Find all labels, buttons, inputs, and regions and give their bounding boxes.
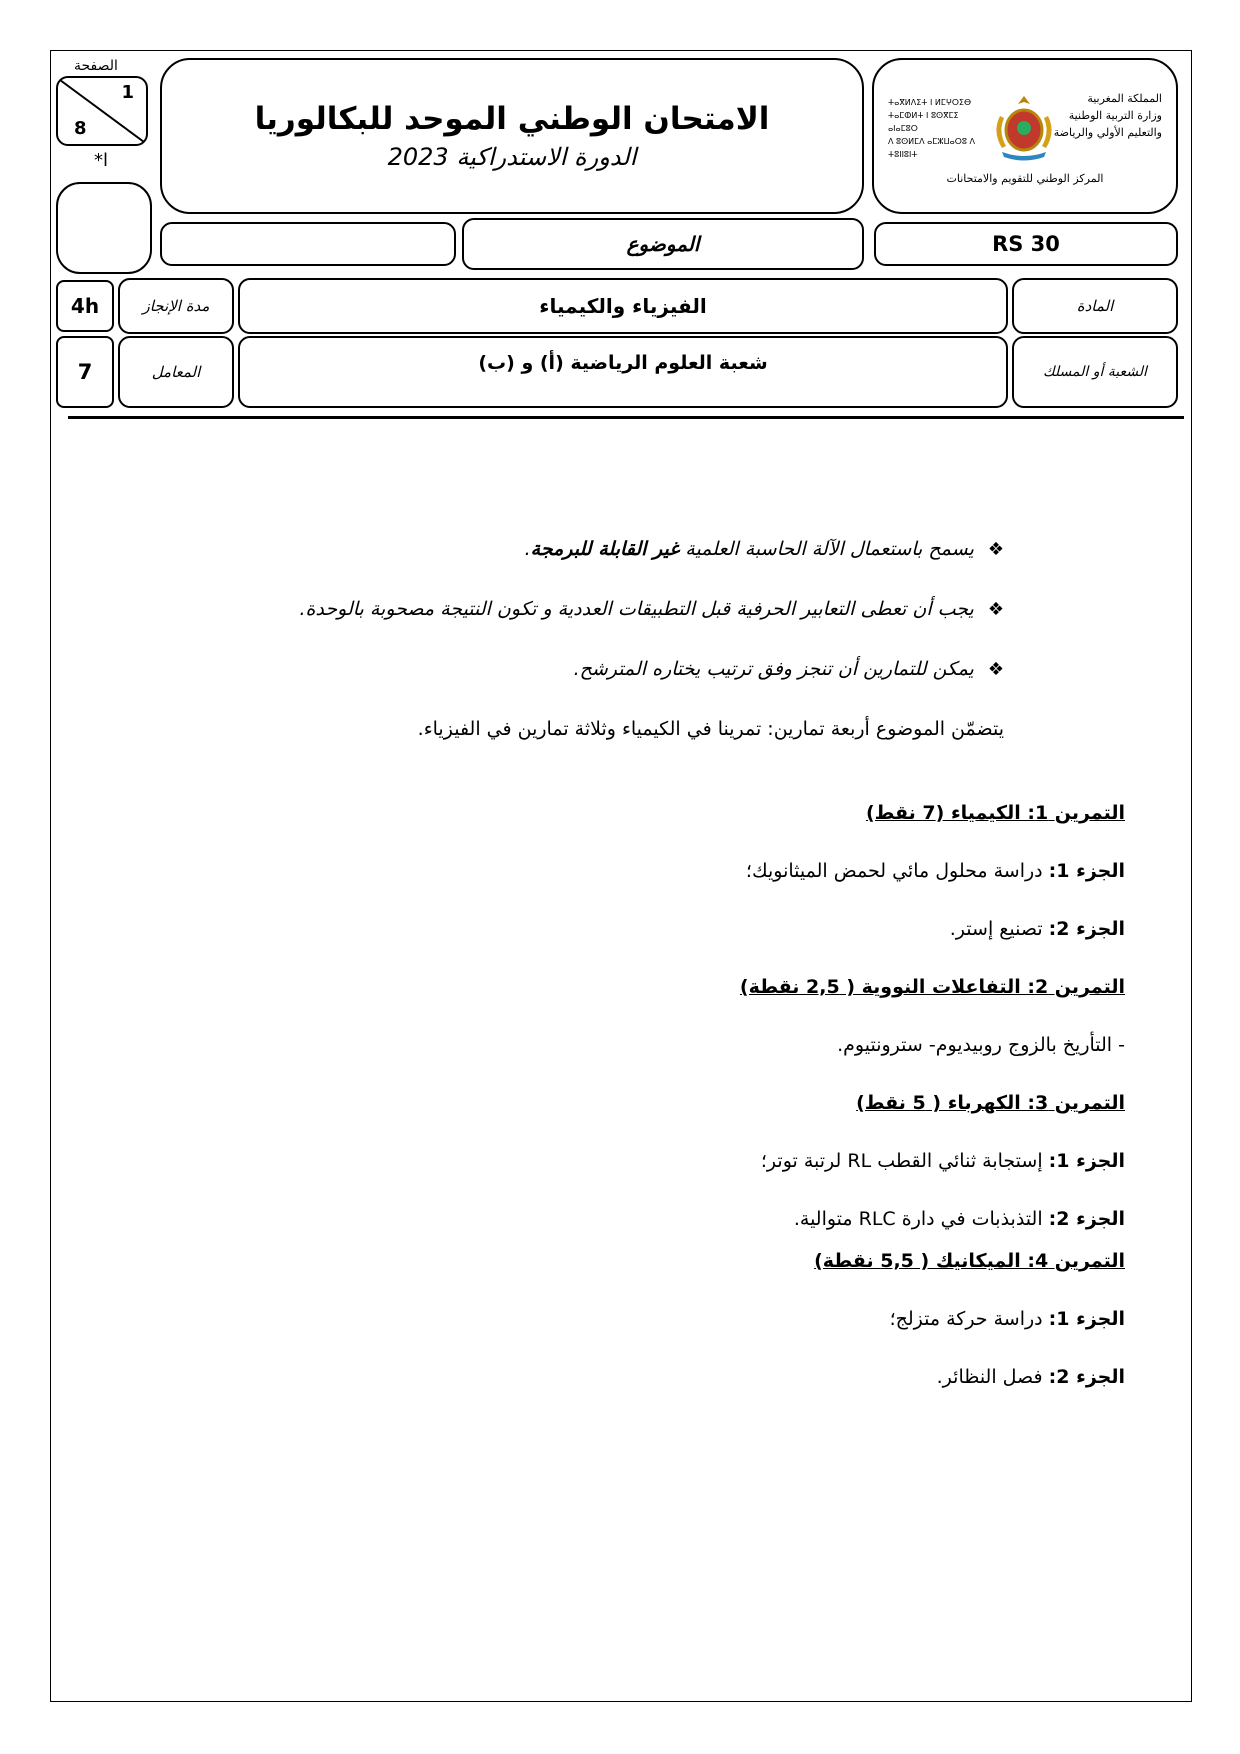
part-text: دراسة محلول مائي لحمض الميثانويك؛: [745, 860, 1049, 882]
blank-code-box: [56, 182, 152, 274]
part-label: الجزء 2:: [1048, 1366, 1125, 1388]
page-total: 8: [74, 118, 87, 139]
instruction-text: يمكن للتمارين أن تنجز وفق ترتيب يختاره المترشح.: [573, 658, 974, 680]
part-text: تصنيع إستر.: [949, 918, 1049, 940]
coef-value-box: [56, 336, 114, 408]
duration-label-box: [118, 278, 234, 334]
logo-box: [872, 58, 1178, 214]
intro-text: يتضمّن الموضوع أربعة تمارين: تمرينا في الكيمياء وثلاثة تمارين في الفيزياء.: [417, 718, 1004, 740]
branch-label: الشعبة أو المسلك: [1043, 364, 1147, 380]
exercise-title: التمرين 3: الكهرباء ( 5 نقط): [856, 1092, 1125, 1114]
exercise-part: [950, 918, 1125, 940]
subject-label-box: [462, 218, 864, 270]
instruction-item: [574, 658, 1004, 680]
page-number-box: [56, 76, 148, 146]
part-text: - التأريخ بالزوج روبيديوم- سترونتيوم.: [837, 1034, 1125, 1056]
exercise-title: التمرين 2: التفاعلات النووية ( 2,5 نقطة): [739, 976, 1125, 998]
exam-title: الامتحان الوطني الموحد للبكالوريا: [254, 101, 770, 137]
ministry-line: وزارة التربية الوطنية: [1068, 109, 1162, 122]
branch-label-box: [1012, 336, 1178, 408]
part-text: فصل النظائر.: [936, 1366, 1049, 1388]
part-text: التذبذبات في دارة RLC متوالية.: [793, 1208, 1049, 1230]
tifinagh-lines: [888, 96, 984, 161]
page-mark: *ا: [94, 150, 109, 171]
arabic-ministry-lines: [1042, 90, 1162, 141]
exercise-part: [794, 1208, 1125, 1230]
tifinagh-line: ⴷ ⵓⵙⵍⵎⴷ ⴰⵎⵣⵡⴰⵔⵓ ⴷ ⵜⵓⵏⵏⵓⵏⵜ: [888, 137, 975, 159]
part-label: الجزء 1:: [1048, 860, 1125, 882]
exercise-part: [746, 860, 1125, 882]
part-label: الجزء 1:: [1048, 1150, 1125, 1172]
subject-field-label: المادة: [1076, 297, 1114, 315]
branch-value: شعبة العلوم الرياضية (أ) و (ب): [478, 352, 768, 374]
exercise-part: [937, 1366, 1125, 1388]
header-rule: [68, 416, 1184, 419]
blank-field-box: [160, 222, 456, 266]
diamond-bullet-icon: ❖: [987, 659, 1004, 680]
page-current: 1: [121, 82, 134, 103]
exercise-title: التمرين 4: الميكانيك ( 5,5 نقطة): [814, 1250, 1125, 1272]
ministry-line: المملكة المغربية: [1087, 92, 1162, 105]
branch-value-box: [238, 336, 1008, 408]
exercise-part: [837, 1034, 1125, 1056]
instruction-emphasis: غير القابلة للبرمجة: [530, 538, 680, 560]
exam-code: RS 30: [992, 232, 1060, 256]
diamond-bullet-icon: ❖: [987, 599, 1004, 620]
duration-value: 4h: [70, 294, 100, 318]
subject-value: الفيزياء والكيمياء: [539, 294, 707, 318]
duration-value-box: [56, 280, 114, 332]
instruction-text: يجب أن تعطى التعابير الحرفية قبل التطبيقات العددية و تكون النتيجة مصحوبة بالوحدة.: [299, 598, 974, 620]
duration-label: مدة الإنجاز: [142, 297, 210, 315]
center-name: المركز الوطني للتقويم والامتحانات: [946, 172, 1104, 185]
page-number-label: الصفحة: [74, 58, 118, 74]
title-box: [160, 58, 864, 214]
coef-label: المعامل: [151, 363, 201, 381]
tifinagh-line: ⵜⴰⵎⵀⵍⵜ ⵏ ⵓⵙⴳⵎⵉ ⴰⵏⴰⵎⵓⵔ: [888, 111, 959, 133]
ministry-line: والتعليم الأولي والرياضة: [1053, 126, 1162, 139]
instruction-item: [299, 598, 1004, 620]
tifinagh-line: ⵜⴰⴳⵍⴷⵉⵜ ⵏ ⵍⵎⵖⵔⵉⴱ: [888, 98, 972, 107]
subject-value-box: [238, 278, 1008, 334]
diamond-bullet-icon: ❖: [987, 539, 1004, 560]
instruction-end: .: [524, 538, 531, 560]
part-label: الجزء 1:: [1048, 1308, 1125, 1330]
part-label: الجزء 2:: [1048, 918, 1125, 940]
part-label: الجزء 2:: [1048, 1208, 1125, 1230]
exercise-part: [761, 1150, 1125, 1172]
code-box: [874, 222, 1178, 266]
instruction-text: يسمح باستعمال الآلة الحاسبة العلمية: [679, 538, 974, 560]
part-text: دراسة حركة متزلج؛: [889, 1308, 1049, 1330]
exercise-title: التمرين 1: الكيمياء (7 نقط): [865, 802, 1125, 824]
exercise-part: [890, 1308, 1125, 1330]
coef-value: 7: [77, 360, 93, 384]
exam-session: الدورة الاستدراكية 2023: [387, 143, 637, 171]
part-text: إستجابة ثنائي القطب RL لرتبة توتر؛: [760, 1150, 1049, 1172]
subject-label2-box: [1012, 278, 1178, 334]
instruction-item: [525, 538, 1004, 560]
coef-label-box: [118, 336, 234, 408]
subject-label: الموضوع: [626, 232, 700, 256]
